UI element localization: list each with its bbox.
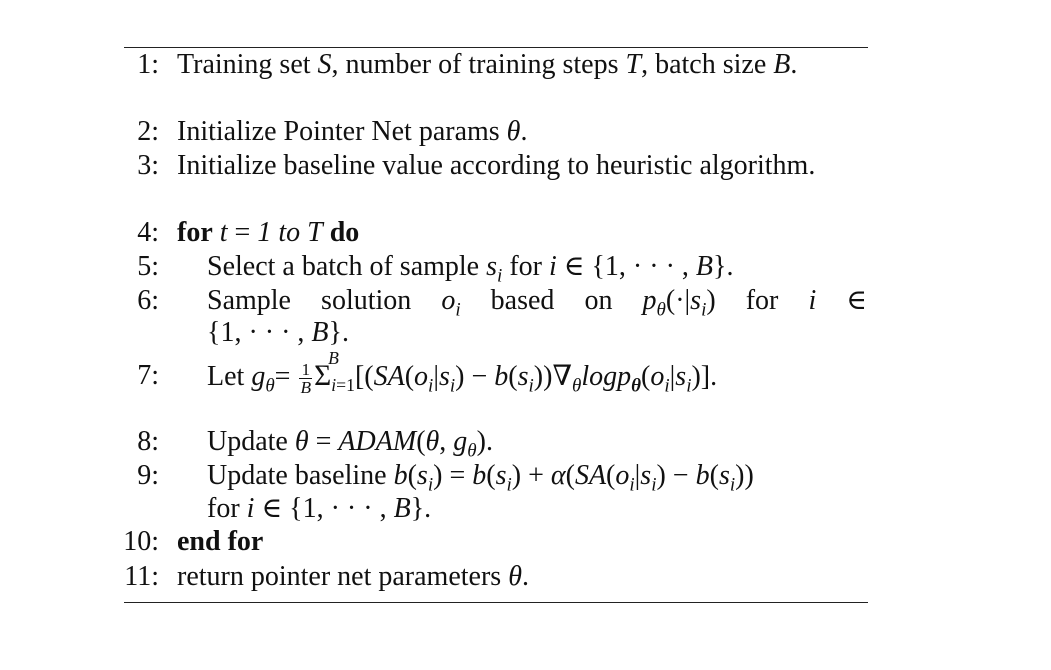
algorithm-line-3 bbox=[0, 149, 1051, 183]
algorithm-line-9 bbox=[0, 459, 1051, 496]
line-number: 4: bbox=[137, 217, 159, 248]
algorithm-line-2 bbox=[0, 115, 1051, 149]
line-text: {1, · · · , B}. bbox=[207, 317, 349, 348]
line-text: for t = 1 to T do bbox=[177, 217, 360, 248]
line-text: Sample solution $o_i$ based on $p_\theta(\cdot|s_i)$ for i ∈ bbox=[207, 285, 867, 321]
line-number: 9: bbox=[137, 460, 159, 491]
line-text: Training set S, number of training steps T, batch size B. bbox=[177, 49, 798, 80]
line-text: Initialize Pointer Net params θ. bbox=[177, 116, 528, 147]
algorithm-line-5 bbox=[0, 250, 1051, 287]
algorithm-line-6-continued bbox=[0, 316, 1051, 350]
algorithm-line-4 bbox=[0, 216, 1051, 250]
line-number: 8: bbox=[137, 426, 159, 457]
line-number: 7: bbox=[137, 360, 159, 391]
line-text: end for bbox=[177, 526, 264, 557]
line-text: Update θ = ADAM(θ, $g_\theta$). bbox=[207, 426, 493, 462]
algorithm-line-8 bbox=[0, 425, 1051, 462]
line-text: Initialize baseline value according to heuristic algorithm. bbox=[177, 150, 816, 181]
algorithm-line-6 bbox=[0, 284, 1051, 321]
algorithm-line-10 bbox=[0, 525, 1051, 559]
line-number: 1: bbox=[137, 49, 159, 80]
line-number: 2: bbox=[137, 116, 159, 147]
line-number: 5: bbox=[137, 251, 159, 282]
line-text: return pointer net parameters θ. bbox=[177, 561, 529, 592]
line-number: 6: bbox=[137, 285, 159, 316]
line-number: 3: bbox=[137, 150, 159, 181]
bottom-rule bbox=[124, 602, 868, 603]
line-text: Select a batch of sample $s_i$ for i ∈ {1, · · · , B}. bbox=[207, 251, 734, 287]
line-number: 10: bbox=[123, 526, 159, 557]
line-number: 11: bbox=[124, 561, 159, 592]
line-text: for i ∈ {1, · · · , B}. bbox=[207, 493, 432, 524]
line-text: Update baseline $b(s_i) = b(s_i) + \alpha(SA(o_i|s_i) - b(s_i))$ bbox=[207, 460, 754, 496]
algorithm-line-1 bbox=[0, 48, 1051, 82]
algorithm-line-11 bbox=[0, 560, 1051, 594]
algorithm-line-9-continued bbox=[0, 492, 1051, 526]
algorithm-line-7 bbox=[0, 348, 1051, 398]
line-text: Let $g_\theta=$ $\frac{1}{B}$ Σ B $_{i=1}[(SA(o_i|s_i) - b(s_i))\nabla_\theta\log p_\theta(o_i|s_i)]$. bbox=[207, 348, 718, 398]
